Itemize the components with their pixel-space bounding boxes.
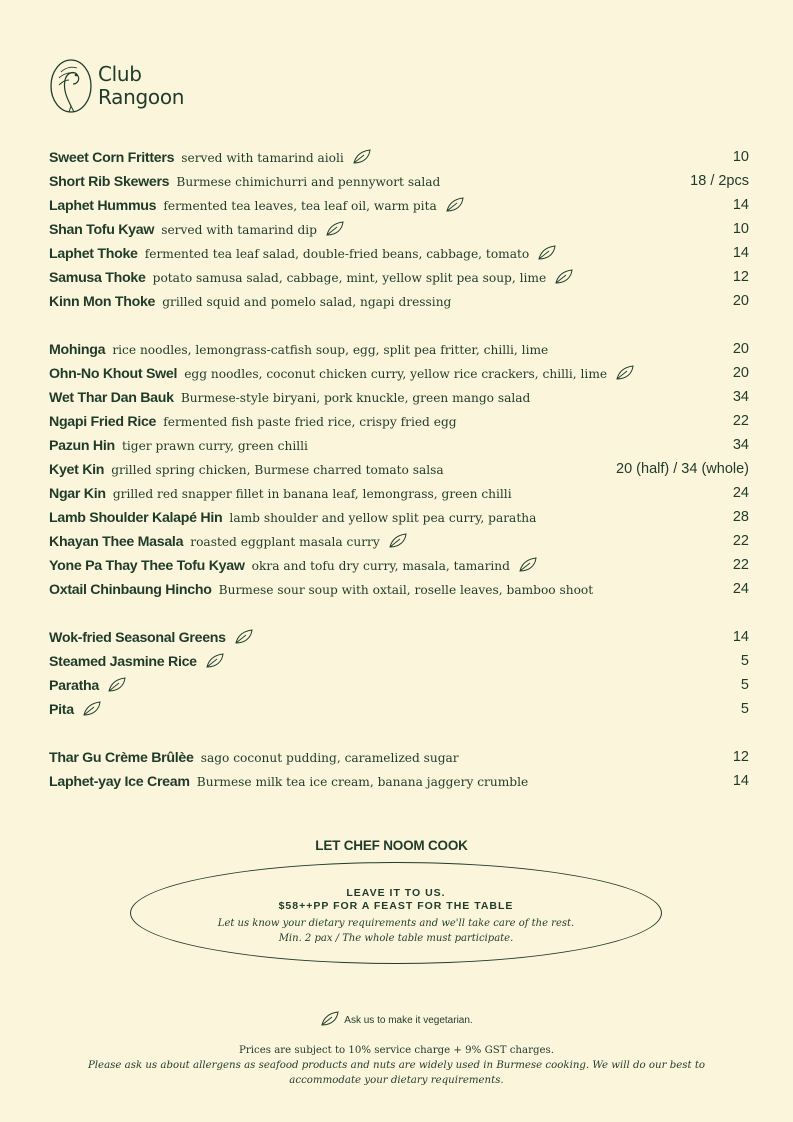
item-price: 5 — [740, 653, 749, 669]
item-price: 20 — [732, 365, 749, 381]
item-name: Mohinga — [49, 342, 106, 358]
menu-item — [49, 265, 749, 289]
leaf-icon — [554, 269, 574, 285]
item-price: 24 — [732, 581, 749, 597]
menu-item — [49, 745, 749, 769]
leaf-icon — [352, 149, 372, 165]
leaf-icon — [82, 701, 102, 717]
item-name: Short Rib Skewers — [49, 174, 170, 190]
item-price: 14 — [732, 245, 749, 261]
item-price: 20 (half) / 34 (whole) — [616, 461, 749, 477]
menu-item — [49, 361, 749, 385]
item-price: 14 — [732, 629, 749, 645]
menu-item — [49, 409, 749, 433]
menu-item — [49, 457, 749, 481]
menu-item — [49, 625, 749, 649]
item-name: Kyet Kin — [49, 462, 105, 478]
item-description: Burmese sour soup with oxtail, roselle leaves, bamboo shoot — [218, 583, 594, 597]
menu-item — [49, 529, 749, 553]
item-name: Steamed Jasmine Rice — [49, 654, 197, 670]
item-name: Laphet-yay Ice Cream — [49, 774, 190, 790]
item-description: sago coconut pudding, caramelized sugar — [200, 751, 459, 765]
item-price: 10 — [732, 149, 749, 165]
chef-note1: Let us know your dietary requirements and we'll take care of the rest. — [217, 918, 575, 929]
leaf-icon — [388, 533, 408, 549]
footer-line2: Please ask us about allergens as seafood products and nuts are widely used in Burmese cooking. We will do our best to — [87, 1060, 706, 1071]
menu-item — [49, 697, 749, 721]
item-name: Thar Gu Crème Brûlèe — [49, 750, 194, 766]
item-price: 14 — [732, 773, 749, 789]
leaf-icon — [325, 221, 345, 237]
item-name: Sweet Corn Fritters — [49, 150, 175, 166]
leaf-icon — [320, 1011, 340, 1027]
item-description: served with tamarind aioli — [181, 151, 344, 165]
chef-title: LET CHEF NOOM COOK — [315, 838, 468, 853]
item-description: fermented tea leaf salad, double-fried beans, cabbage, tomato — [144, 247, 530, 261]
item-price: 20 — [732, 293, 749, 309]
item-price: 14 — [732, 197, 749, 213]
leaf-icon — [107, 677, 127, 693]
item-description: grilled spring chicken, Burmese charred tomato salsa — [111, 463, 444, 477]
menu-item — [49, 769, 749, 793]
item-description: Burmese chimichurri and pennywort salad — [176, 175, 441, 189]
item-name: Laphet Hummus — [49, 198, 157, 214]
item-description: Burmese-style biryani, pork knuckle, green mango salad — [180, 391, 531, 405]
brand-logo — [49, 58, 184, 114]
item-description: fermented fish paste fried rice, crispy fried egg — [163, 415, 457, 429]
menu-item — [49, 169, 749, 193]
menu-section — [49, 337, 749, 601]
footer-line3: accommodate your dietary requirements. — [289, 1075, 504, 1086]
menu-item — [49, 385, 749, 409]
brand-line1: Club — [98, 62, 142, 86]
item-name: Samusa Thoke — [49, 270, 146, 286]
item-name: Wet Thar Dan Bauk — [49, 390, 174, 406]
item-name: Shan Tofu Kyaw — [49, 222, 155, 238]
item-price: 5 — [740, 701, 749, 717]
item-name: Khayan Thee Masala — [49, 534, 184, 550]
item-name: Wok-fried Seasonal Greens — [49, 630, 226, 646]
chef-line1: LEAVE IT TO US. — [346, 887, 446, 899]
peacock-logo-icon — [49, 58, 93, 114]
menu-item — [49, 217, 749, 241]
item-name: Lamb Shoulder Kalapé Hin — [49, 510, 223, 526]
footer — [0, 1043, 793, 1088]
veg-note — [0, 1011, 793, 1027]
item-name: Ohn-No Khout Swel — [49, 366, 178, 382]
item-name: Paratha — [49, 678, 99, 694]
leaf-icon — [537, 245, 557, 261]
leaf-icon — [234, 629, 254, 645]
item-price: 34 — [732, 389, 749, 405]
menu-item — [49, 337, 749, 361]
item-name: Kinn Mon Thoke — [49, 294, 156, 310]
menu-section — [49, 745, 749, 793]
item-price: 12 — [732, 749, 749, 765]
leaf-icon — [445, 197, 465, 213]
leaf-icon — [518, 557, 538, 573]
veg-note-text: Ask us to make it vegetarian. — [344, 1015, 473, 1026]
item-description: egg noodles, coconut chicken curry, yellow rice crackers, chilli, lime — [184, 367, 608, 381]
brand-line2: Rangoon — [98, 85, 185, 109]
chef-note2: Min. 2 pax / The whole table must participate. — [278, 933, 514, 944]
item-description: served with tamarind dip — [161, 223, 317, 237]
item-description: Burmese milk tea ice cream, banana jaggery crumble — [196, 775, 529, 789]
item-name: Yone Pa Thay Thee Tofu Kyaw — [49, 558, 245, 574]
item-description: okra and tofu dry curry, masala, tamarind — [251, 559, 510, 573]
item-price: 20 — [732, 341, 749, 357]
menu-item — [49, 505, 749, 529]
item-description: grilled squid and pomelo salad, ngapi dressing — [162, 295, 452, 309]
item-description: roasted eggplant masala curry — [190, 535, 380, 549]
menu-item — [49, 577, 749, 601]
leaf-icon — [615, 365, 635, 381]
menu-item — [49, 649, 749, 673]
item-price: 22 — [732, 557, 749, 573]
item-description: tiger prawn curry, green chilli — [121, 439, 308, 453]
menu-item — [49, 241, 749, 265]
item-price: 34 — [732, 437, 749, 453]
item-description: lamb shoulder and yellow split pea curry, paratha — [229, 511, 537, 525]
menu-item — [49, 289, 749, 313]
item-price: 22 — [732, 533, 749, 549]
item-description: rice noodles, lemongrass-catfish soup, egg, split pea fritter, chilli, lime — [112, 343, 549, 357]
menu-item — [49, 673, 749, 697]
item-name: Ngar Kin — [49, 486, 106, 502]
footer-line1: Prices are subject to 10% service charge + 9% GST charges. — [239, 1045, 554, 1056]
item-price: 28 — [732, 509, 749, 525]
menu-item — [49, 145, 749, 169]
item-price: 5 — [740, 677, 749, 693]
chef-line2: $58++PP FOR A FEAST FOR THE TABLE — [278, 900, 514, 912]
item-description: grilled red snapper fillet in banana leaf, lemongrass, green chilli — [112, 487, 512, 501]
leaf-icon — [205, 653, 225, 669]
menu-item — [49, 553, 749, 577]
menu-section — [49, 145, 749, 313]
item-price: 12 — [732, 269, 749, 285]
item-name: Ngapi Fried Rice — [49, 414, 157, 430]
menu-item — [49, 433, 749, 457]
menu-item — [49, 193, 749, 217]
item-price: 18 / 2pcs — [690, 173, 749, 189]
chef-feast-box — [130, 862, 662, 964]
menu-section — [49, 625, 749, 721]
item-price: 24 — [732, 485, 749, 501]
item-name: Pazun Hin — [49, 438, 115, 454]
item-name: Pita — [49, 702, 74, 718]
item-description: fermented tea leaves, tea leaf oil, warm pita — [163, 199, 437, 213]
item-description: potato samusa salad, cabbage, mint, yellow split pea soup, lime — [152, 271, 547, 285]
menu-item — [49, 481, 749, 505]
item-name: Laphet Thoke — [49, 246, 138, 262]
item-price: 10 — [732, 221, 749, 237]
item-price: 22 — [732, 413, 749, 429]
item-name: Oxtail Chinbaung Hincho — [49, 582, 212, 598]
